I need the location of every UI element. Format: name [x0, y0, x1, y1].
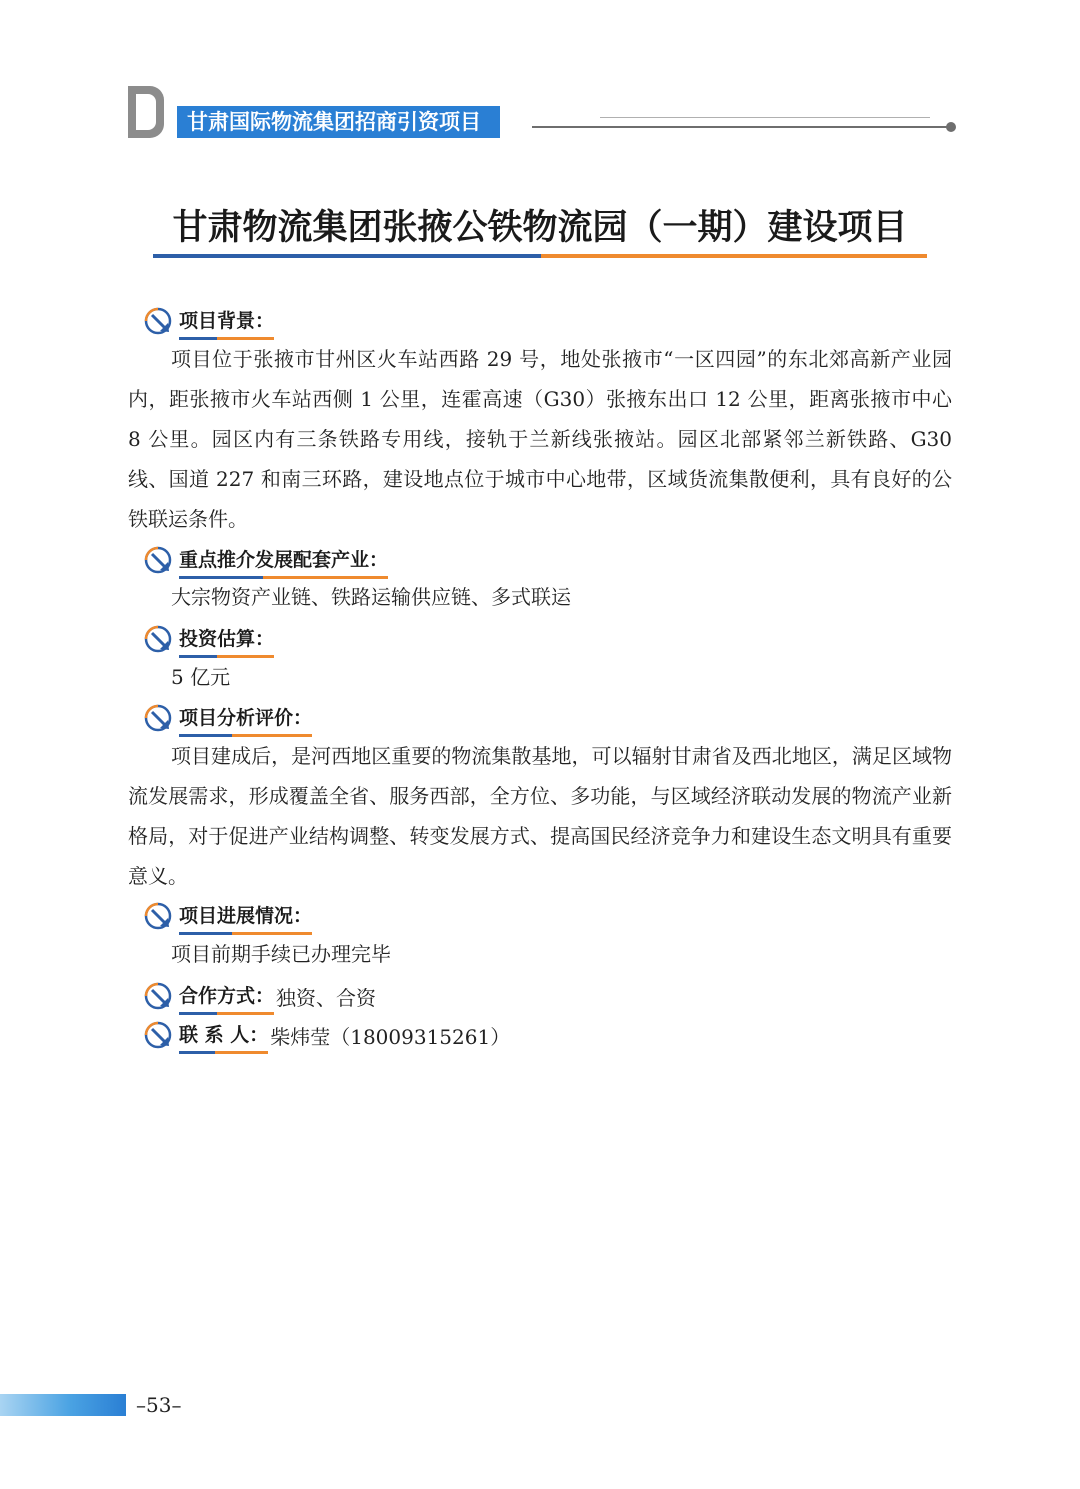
- arrow-circle-icon: [143, 981, 173, 1011]
- section-label: 合作方式：: [179, 985, 275, 1007]
- title-rule-orange: [541, 254, 927, 258]
- arrow-circle-icon: [143, 545, 173, 575]
- page-number: –53–: [136, 1393, 182, 1417]
- cooperation-value: 独资、合资: [276, 985, 377, 1010]
- header-divider-thin: [600, 117, 930, 118]
- section-heading-investment: [143, 623, 274, 655]
- page-title: 甘肃物流集团张掖公铁物流园（一期）建设项目: [172, 208, 908, 248]
- header-divider: [532, 126, 950, 128]
- section-label: 重点推介发展配套产业：: [179, 549, 389, 571]
- section-text-progress: 项目前期手续已办理完毕: [171, 942, 391, 966]
- arrow-circle-icon: [143, 624, 173, 654]
- section-label: 联 系 人：: [179, 1024, 269, 1046]
- contact-value: 柴炜莹（18009315261）: [270, 1024, 511, 1049]
- section-label: 投资估算：: [179, 628, 275, 650]
- section-heading-industry: [143, 544, 388, 576]
- section-text-background: 项目位于张掖市甘州区火车站西路 29 号，地处张掖市“一区四园”的东北郊高新产业园内，距张掖市火车站西侧 1 公里，连霍高速（G30）张掖东出口 12 公里，距离张掖市中心 8 公里。园区内有三条铁路专用线，接轨于兰新线张掖站。园区北部紧邻兰新铁路、G30 线、国道 227 和南三环路，建设地点位于城市中心地带，区域货流集散便利，具有良好的公铁联运条件。: [128, 347, 952, 531]
- section-label: 项目背景：: [179, 310, 275, 332]
- section-heading-contact: [143, 1019, 510, 1051]
- section-heading-cooperation: [143, 980, 376, 1012]
- footer-bar: [0, 1394, 126, 1416]
- section-label: 项目分析评价：: [179, 707, 313, 729]
- header-divider-dot: [946, 122, 956, 132]
- section-text-analysis: 项目建成后，是河西地区重要的物流集散基地，可以辐射甘肃省及西北地区，满足区域物流发展需求，形成覆盖全省、服务西部，全方位、多功能，与区域经济联动发展的物流产业新格局，对于促进产业结构调整、转变发展方式、提高国民经济竞争力和建设生态文明具有重要意义。: [128, 744, 952, 888]
- series-title: 甘肃国际物流集团招商引资项目: [187, 110, 481, 134]
- arrow-circle-icon: [143, 901, 173, 931]
- section-text-industry: 大宗物资产业链、铁路运输供应链、多式联运: [171, 585, 571, 609]
- arrow-circle-icon: [143, 306, 173, 336]
- section-underline: [179, 1012, 274, 1015]
- section-heading-analysis: [143, 702, 312, 734]
- section-underline: [179, 1051, 268, 1054]
- section-label: 项目进展情况：: [179, 905, 313, 927]
- series-title-banner: [177, 106, 500, 138]
- title-rule-blue: [153, 254, 541, 258]
- arrow-circle-icon: [143, 1020, 173, 1050]
- section-heading-background: [143, 305, 274, 337]
- arrow-circle-icon: [143, 703, 173, 733]
- section-text-investment: 5 亿元: [171, 665, 231, 689]
- section-heading-progress: [143, 900, 312, 932]
- header-logo-block: [128, 86, 164, 138]
